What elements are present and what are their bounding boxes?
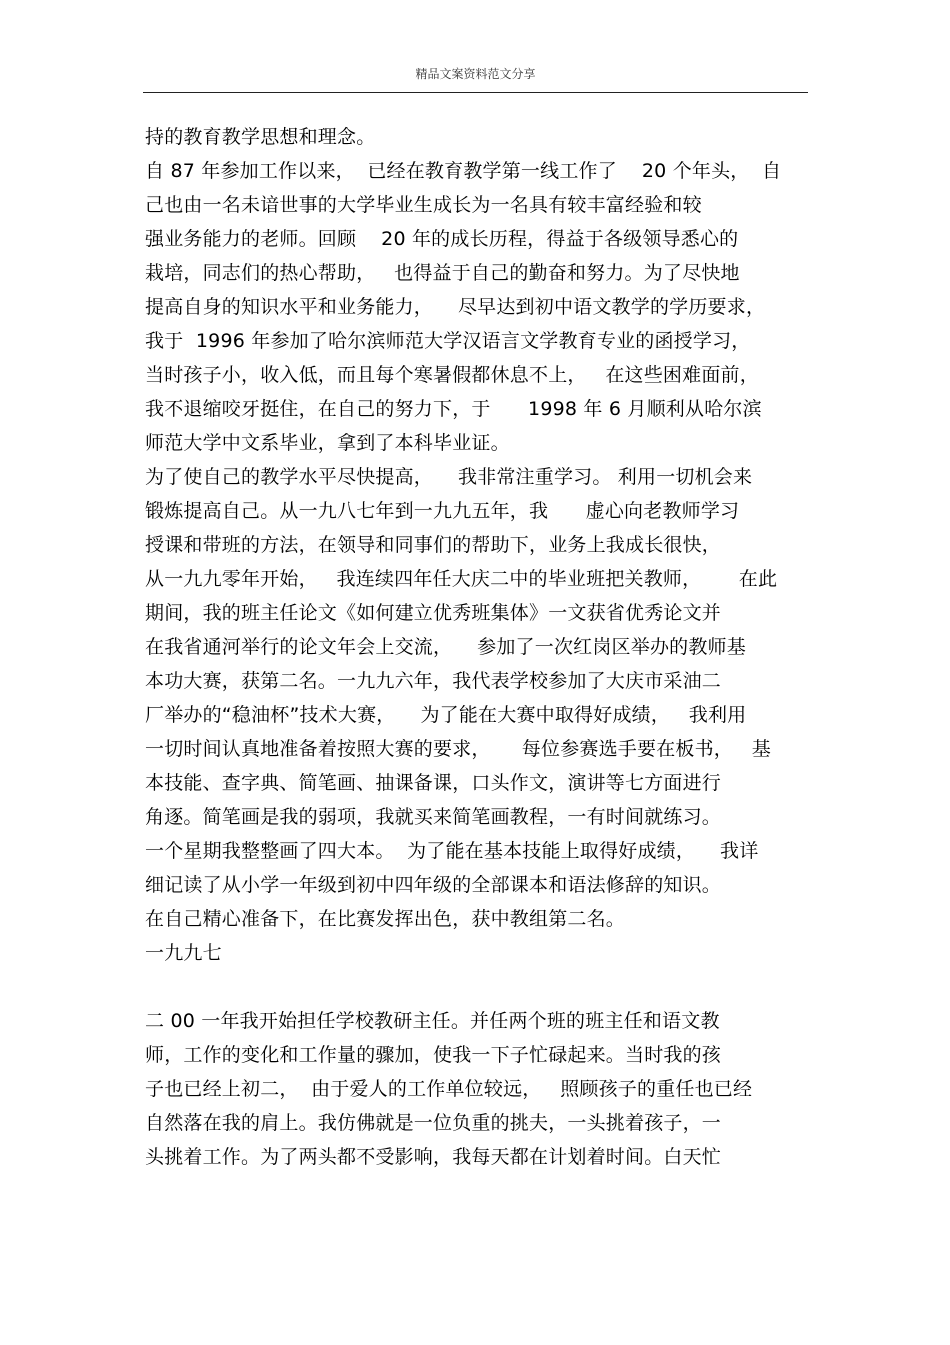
text-line: 自 87 年参加工作以来， 已经在教育教学第一线工作了 20 个年头， 自 (145, 160, 782, 182)
text-line: 持的教育教学思想和理念。 (145, 126, 376, 148)
text-line: 本功大赛，获第二名。一九九六年，我代表学校参加了大庆市采油二 (145, 670, 722, 692)
text-line: 在自己精心准备下，在比赛发挥出色，获中教组第二名。 (145, 908, 626, 930)
header-title: 精品文案资料范文分享 (415, 67, 536, 81)
text-line: 为了使自己的教学水平尽快提高， 我非常注重学习。 利用一切机会来 (145, 466, 753, 488)
text-line: 锻炼提高自己。从一九八七年到一九九五年，我 虚心向老教师学习 (145, 500, 740, 522)
text-line: 本技能、查字典、简笔画、抽课备课，口头作文，演讲等七方面进行 (145, 772, 722, 794)
text-line: 子也已经上初二， 由于爱人的工作单位较远， 照顾孩子的重任也已经 (145, 1078, 753, 1100)
text-line: 提高自身的知识水平和业务能力， 尽早达到初中语文教学的学历要求， (145, 296, 766, 318)
text-line: 头挑着工作。为了两头都不受影响，我每天都在计划着时间。白天忙 (145, 1146, 722, 1168)
text-line: 细记读了从小学一年级到初中四年级的全部课本和语法修辞的知识。 (145, 874, 722, 896)
body-text (145, 120, 810, 1174)
text-line: 厂举办的“稳油杯”技术大赛， 为了能在大赛中取得好成绩， 我利用 (145, 704, 747, 726)
text-line: 己也由一名未谙世事的大学毕业生成长为一名具有较丰富经验和较 (145, 194, 702, 216)
text-line: 角逐。简笔画是我的弱项，我就买来简笔画教程，一有时间就练习。 (145, 806, 722, 828)
text-line: 在我省通河举行的论文年会上交流， 参加了一次红岗区举办的教师基 (145, 636, 746, 658)
text-line: 二 00 一年我开始担任学校教研主任。并任两个班的班主任和语文教 (145, 1010, 720, 1032)
text-line: 当时孩子小，收入低，而且每个寒暑假都休息不上， 在这些困难面前， (145, 364, 759, 386)
text-line: 师范大学中文系毕业，拿到了本科毕业证。 (145, 432, 510, 454)
text-line: 自然落在我的肩上。我仿佛就是一位负重的挑夫，一头挑着孩子，一 (145, 1112, 722, 1134)
text-line: 栽培，同志们的热心帮助， 也得益于自己的勤奋和努力。为了尽快地 (145, 262, 740, 284)
text-line: 我于 1996 年参加了哈尔滨师范大学汉语言文学教育专业的函授学习， (145, 330, 751, 352)
text-line: 一九九七 (145, 942, 222, 964)
text-line: 强业务能力的老师。回顾 20 年的成长历程，得益于各级领导悉心的 (145, 228, 739, 250)
text-line: 一个星期我整整画了四大本。 为了能在基本技能上取得好成绩， 我详 (145, 840, 759, 862)
text-line: 期间，我的班主任论文《如何建立优秀班集体》一文获省优秀论文并 (145, 602, 722, 624)
text-line: 一切时间认真地准备着按照大赛的要求， 每位参赛选手要在板书， 基 (145, 738, 771, 760)
text-line: 我不退缩咬牙挺住，在自己的努力下，于 1998 年 6 月顺利从哈尔滨 (145, 398, 762, 420)
paragraph-gap (145, 970, 810, 1004)
text-line: 从一九九零年开始， 我连续四年任大庆二中的毕业班把关教师， 在此 (145, 568, 778, 590)
text-line: 师，工作的变化和工作量的骤加，使我一下子忙碌起来。当时我的孩 (145, 1044, 722, 1066)
page-header (143, 64, 808, 93)
text-line: 授课和带班的方法，在领导和同事们的帮助下，业务上我成长很快， (145, 534, 722, 556)
